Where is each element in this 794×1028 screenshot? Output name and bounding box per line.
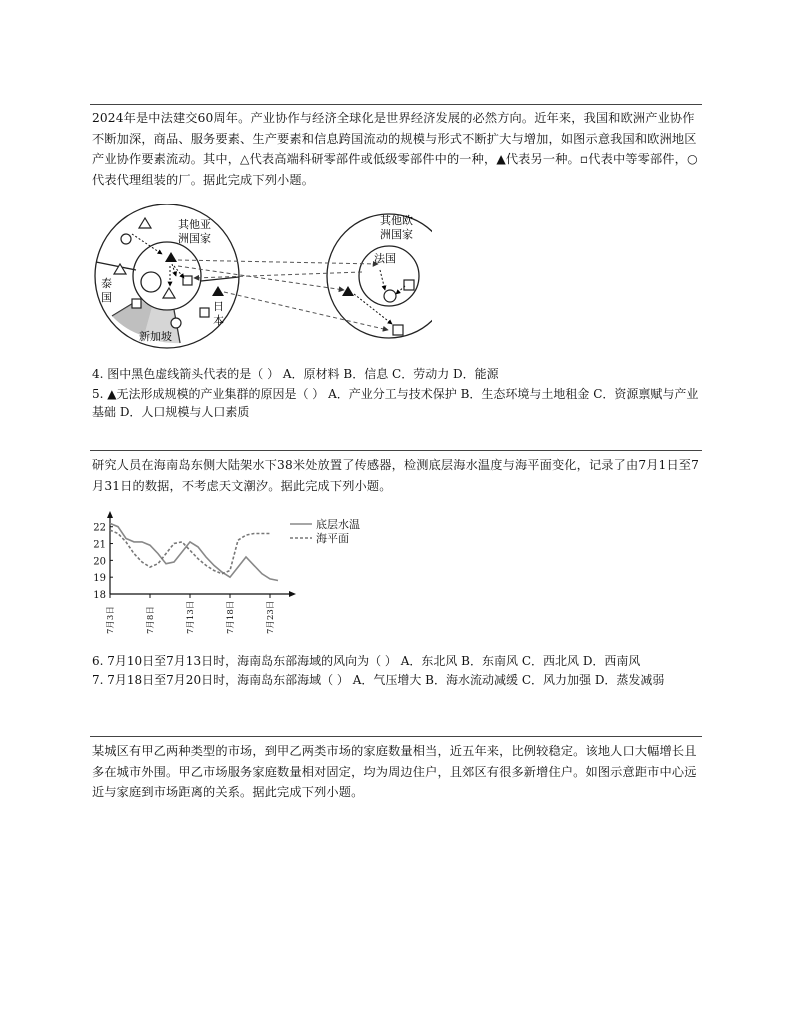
y-tick-label: 18	[93, 590, 106, 601]
label-other-europe: 其他欧	[380, 214, 413, 227]
legend-label: 底层水温	[316, 518, 360, 531]
question-7: 7. 7月18日至7月20日时，海南岛东部海域（ ） A．气压增大 B．海水流动减缓 C．风力加强 D．蒸发减弱	[92, 673, 665, 687]
series-line	[110, 530, 270, 574]
y-tick-label: 22	[93, 522, 106, 534]
x-tick-label: 7月23日	[266, 600, 276, 634]
medium-part-icon	[183, 276, 192, 285]
y-tick-label: 19	[93, 573, 106, 585]
passage-1: 2024年是中法建交60周年。产业协作与经济全球化是世界经济发展的必然方向。近年来，我国和欧洲产业协作不断加深，商品、服务要素、生产要素和信息跨国流动的规模与形式不断扩大与增加，如图示意我国和欧洲地区产业协作要素流动。其中，△代表高端科研零部件或低级零部件中的一种，▲代表另一种。▫代表中等零部件，○代表代理组装的厂。据此完成下列小题。	[92, 111, 698, 187]
label-france: 法国	[374, 252, 396, 265]
label-thailand-1: 泰	[101, 277, 112, 290]
question-4: 4. 图中黑色虚线箭头代表的是（ ） A．原材料 B．信息 C．劳动力 D．能源	[92, 367, 499, 381]
legend-label: 海平面	[316, 532, 349, 545]
x-axis-arrow	[289, 591, 296, 597]
label-thailand-2: 国	[101, 291, 112, 304]
section-divider	[90, 104, 702, 105]
assembly-plant-icon	[384, 290, 396, 302]
label-other-asia-2: 洲国家	[178, 232, 211, 245]
section-divider	[90, 450, 702, 451]
assembly-plant-icon	[121, 234, 131, 244]
industry-flow-diagram	[92, 204, 432, 354]
medium-part-icon	[404, 280, 414, 290]
passage-3: 某城区有甲乙两种类型的市场，到甲乙两类市场的家庭数量相当，近五年来，比例较稳定。该地人口大幅增长且多在城市外围。甲乙市场服务家庭数量相对固定，均为周边住户，且郊区有很多新增住户。如图示意距市中心远近与家庭到市场距离的关系。据此完成下列小题。	[92, 744, 697, 799]
section-divider	[90, 736, 702, 737]
passage-2: 研究人员在海南岛东侧大陆架水下38米处放置了传感器，检测底层海水温度与海平面变化，记录了由7月1日至7月31日的数据，不考虑天文潮汐。据此完成下列小题。	[92, 458, 700, 493]
medium-part-icon	[132, 299, 141, 308]
label-japan-2: 本	[213, 314, 224, 327]
question-6: 6. 7月10日至7月13日时，海南岛东部海域的风向为（ ） A．东北风 B．东南风 C．西北风 D．西南风	[92, 654, 641, 668]
x-tick-label: 7月13日	[186, 600, 196, 634]
label-japan-1: 日	[213, 300, 224, 313]
label-other-europe-2: 洲国家	[380, 228, 413, 241]
temperature-sea-level-chart	[90, 508, 380, 648]
y-tick-label: 21	[93, 539, 106, 551]
medium-part-icon	[200, 308, 209, 317]
assembly-plant-icon	[171, 318, 181, 328]
y-axis-arrow	[107, 511, 113, 518]
x-tick-label: 7月3日	[106, 606, 116, 634]
medium-part-icon	[393, 325, 403, 335]
x-tick-label: 7月8日	[146, 606, 156, 634]
label-singapore: 新加坡	[139, 330, 172, 343]
label-other-asia: 其他亚	[178, 218, 211, 231]
question-5: 5. ▲无法形成规模的产业集群的原因是（ ） A．产业分工与技术保护 B．生态环境与土地租金 C．资源禀赋与产业基础 D．人口规模与人口素质	[92, 387, 699, 419]
x-tick-label: 7月18日	[226, 600, 236, 634]
series-line	[110, 523, 278, 580]
asia-region	[95, 204, 239, 348]
y-tick-label: 20	[93, 556, 106, 568]
